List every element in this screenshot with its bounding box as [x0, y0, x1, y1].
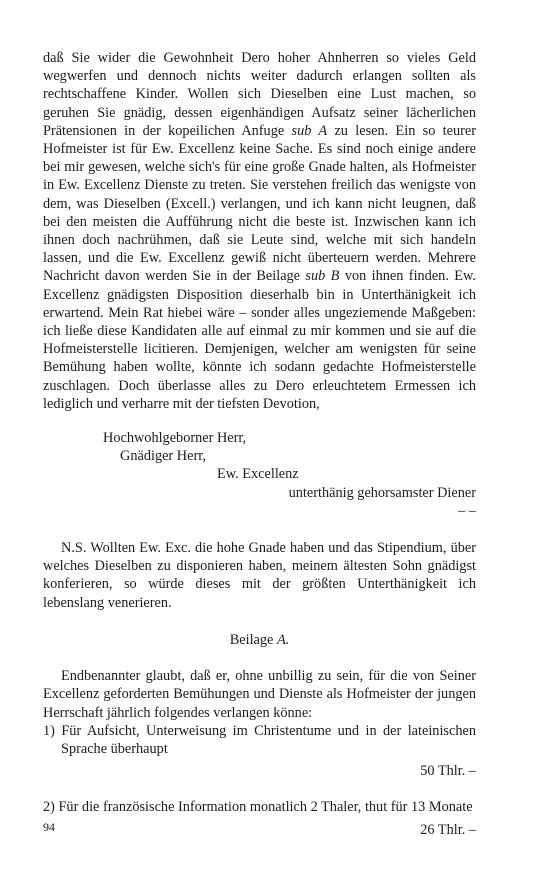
postscript-paragraph: N.S. Wollten Ew. Exc. die hohe Gnade haben und das Stipendium, über welches Dieselben zu disponieren haben, meinem ältesten Sohn gnädigst konferieren, so würde dieses mit der größten Unterthänigkeit ich lebenslang venerieren.: [43, 540, 476, 611]
signature-dashes: – –: [458, 502, 476, 519]
page-number: 94: [43, 820, 55, 834]
beilage-heading: [43, 631, 476, 649]
book-page: [43, 49, 476, 839]
signature-line: unterthänig gehorsamster Diener: [288, 484, 476, 501]
beilage-intro: Endbenannter glaubt, daß er, ohne unbillig zu sein, für die von Seiner Excellenz geforderten Bemühungen und Dienste als Hofmeister der jungen Herrschaft jährlich folgendes verlangen könne:: [43, 668, 476, 721]
beilage-heading-letter: A.: [276, 631, 290, 648]
letter-text-1: daß Sie wider die Gewohnheit Dero hoher Ahnherren so vieles Geld wegwerfen und dennoch nichts weiter dadurch erlangen sollten als rechtschaffene Kinder. Wollen sich Dieselben eine Lust machen, so geruhen Sie gnädig, dessen eigenhändigen Aufsatz seiner lächerlichen Prätensionen in der kopeilichen Anfuge: [43, 50, 476, 139]
list-item-amount: 26 Thlr. –: [420, 821, 476, 838]
list-item: 1) Für Aufsicht, Unterweisung im Christentume und in der lateinischen Sprache überhaupt: [43, 722, 476, 757]
salutation-line: Ew. Excellenz: [217, 466, 299, 483]
salutation-line: Gnädiger Herr,: [120, 448, 206, 465]
salutation-block: [43, 429, 476, 520]
letter-text-3: von ihnen finden. Ew. Excellenz gnädigsten Disposition dieserhalb bin in Unterthänigkeit ich erwartend. Mein Rat hiebei wäre – sonder alles ungeziemende Maßgeben: ich ließe diese Kandidaten alle auf einmal zu mir kommen und sie auf die Hofmeisterstelle licitieren. Demjenigen, welcher am wenigsten für seine Bemühung haben wollte, könnte ich sodann gedachte Hofmeisterstelle zuschlagen. Doch überlasse alles zu Dero erleuchtetem Ermessen ich lediglich und verharre mit der tiefsten Devotion,: [43, 268, 476, 412]
letter-text-2: zu lesen. Ein so teurer Hofmeister ist für Ew. Excellenz keine Sache. Es sind noch einige andere bei mir gewesen, welche sich's für eine große Gnade halten, als Hofmeister in Ew. Excellenz Dienste zu treten. Sie verstehen freilich das wenigste von dem, was Dieselben (Excell.) verlangen, und ich kann nicht leugnen, daß bei den meisten die Aufführung nicht die beste ist. Inzwischen kann ich ihnen doch nachrühmen, daß sie Leute sind, welche mit sich handeln lassen, und die Ew. Excellenz gewiß nicht überteuern werden. Mehrere Nachricht davon werden Sie in der Beilage: [43, 122, 476, 285]
reference-sub-a: sub A: [291, 122, 328, 139]
list-item: 2) Für die französische Information monatlich 2 Thaler, thut für 13 Monate: [43, 799, 473, 816]
letter-paragraph: [43, 49, 476, 413]
list-item-amount: 50 Thlr. –: [420, 763, 476, 780]
salutation-line: Hochwohlgeborner Herr,: [103, 430, 247, 447]
reference-sub-b: sub B: [305, 268, 340, 285]
beilage-heading-prefix: Beilage: [229, 631, 277, 648]
